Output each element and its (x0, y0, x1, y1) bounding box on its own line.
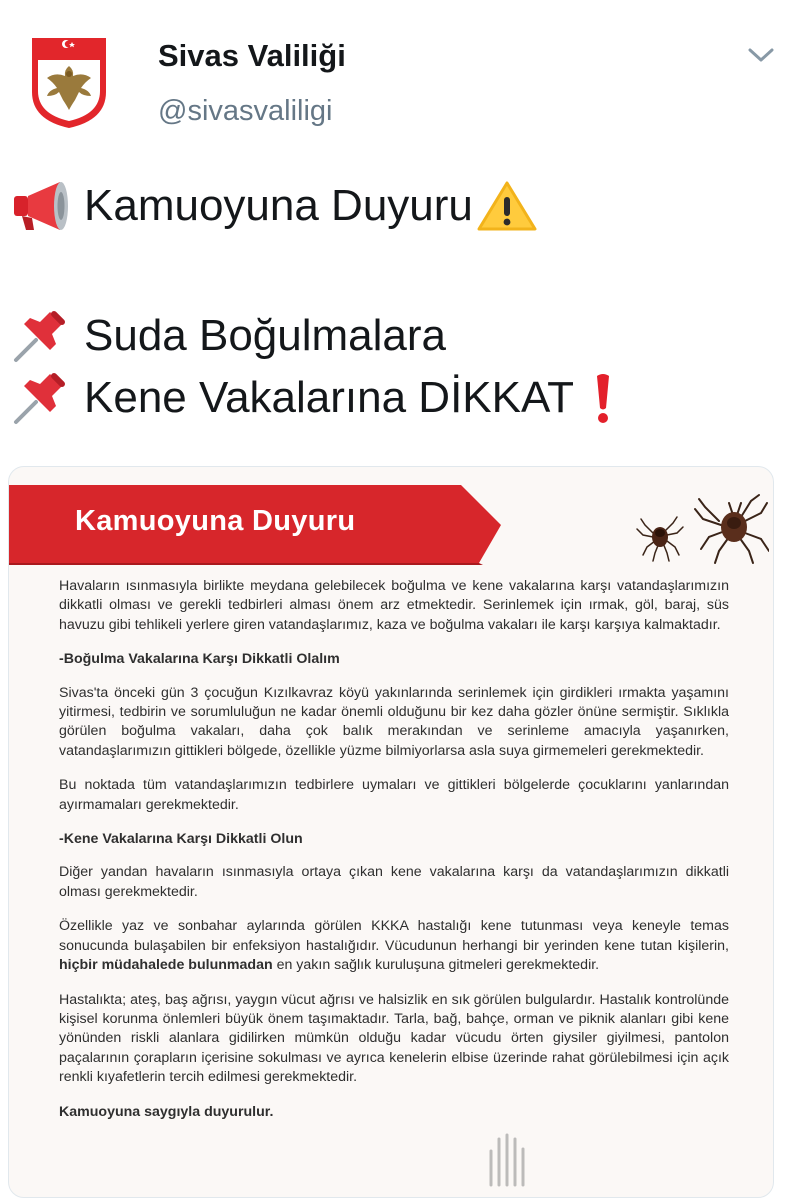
megaphone-icon (10, 178, 74, 234)
sivas-governorship-crest-icon (28, 34, 110, 130)
tweet-line-1-text: Kamuoyuna Duyuru (84, 181, 473, 230)
tick-insect-icon (629, 481, 769, 571)
closing-line: Kamuoyuna saygıyla duyurulur. (59, 1103, 274, 1120)
announcement-body (59, 577, 729, 1137)
tick-paragraph-2-start: Özellikle yaz ve sonbahar aylarında görülen KKKA hastalığı kene tutunması veya keneyle temas sonucunda bulaşabilen bir enfeksiyon hastalığıdır. Vücudunun herhangi bir yerinden kene tutan kişilerin, (59, 918, 729, 954)
tick-paragraph-2 (59, 917, 729, 975)
hand-icon (479, 1127, 533, 1187)
chevron-down-icon[interactable] (746, 44, 776, 66)
drowning-paragraph-1: Sivas'ta önceki gün 3 çocuğun Kızılkavraz köyü yakınlarında serinlemek için girdikleri ırmakta yaşamını yitirmesi, tedbirin ve sorumluluğun ne kadar önemli olduğunu bir kez daha gözler önüne sermiştir. Sıklıkla görülen boğulma vakaları, daha çok balık merakından ve serinleme amacıyla yaşanırken, vatandaşlarımızın gittikleri bölgede, özellikle yüzme bilmiyorlarsa asla suya girmemeleri gerekmektedir. (59, 684, 729, 759)
author-handle[interactable]: @sivasvaliligi (158, 95, 333, 127)
drowning-heading: -Boğulma Vakalarına Karşı Dikkatli Olalım (59, 651, 340, 668)
tick-paragraph-2-bold: hiçbir müdahalede bulunmadan (59, 957, 273, 974)
tick-paragraph-1: Diğer yandan havaların ısınmasıyla ortaya çıkan kene vakalarına karşı da vatandaşlarımızın dikkatli olması gerekmektedir. (59, 864, 729, 900)
tick-paragraph-3: Hastalıkta; ateş, baş ağrısı, yaygın vücut ağrısı ve halsizlik en sık görülen bulgulardır. Hastalık kontrolünde kişisel korunma önlemleri büyük önem taşımaktadır. Tarla, bağ, bahçe, orman ve piknik alanları gibi kene yönünden riskli alanlara gidilirken mümkün olduğu kadar vücudu örten giysiler giyilmesi, pantolon paçalarının çorapların içerisine sokulması ve ayrıca kenelerin elbise üzerinde rahat görülebilmesi için açık renkli kıyafetlerin tercih edilmesi gerekmektedir. (59, 991, 729, 1086)
tweet-line-1 (10, 178, 537, 234)
pushpin-icon (10, 308, 74, 364)
pushpin-icon (10, 370, 74, 426)
drowning-paragraph-2: Bu noktada tüm vatandaşlarımızın tedbirlere uymaları ve gittikleri bölgelerde çocuklarını yanlarından ayırmamaları gerekmektedir. (59, 777, 729, 813)
avatar[interactable] (28, 34, 110, 130)
tick-paragraph-2-end: en yakın sağlık kuruluşuna gitmeleri gerekmektedir. (272, 957, 600, 974)
tick-heading: -Kene Vakalarına Karşı Dikkatli Olun (59, 831, 303, 848)
intro-paragraph: Havaların ısınmasıyla birlikte meydana gelebilecek boğulma ve kene vakalarına karşı vatandaşlarımızın dikkatli olması ve gerekli tedbirleri alması önem arz etmektedir. Serinlemek için ırmak, göl, baraj, süs havuzu gibi tehlikeli yerlere giren vatandaşlarımız, kaza ve boğulma vakaları ile karşı karşıya kalmaktadır. (59, 578, 729, 633)
announcement-title: Kamuoyuna Duyuru (75, 505, 356, 537)
tweet-line-3 (10, 370, 618, 426)
warning-icon (477, 180, 537, 232)
tweet-line-2-text: Suda Boğulmalara (84, 311, 447, 360)
tweet-line-3-text: Kene Vakalarına DİKKAT (84, 373, 574, 422)
tweet-media-image[interactable] (8, 466, 774, 1198)
tweet-line-2 (10, 308, 446, 364)
exclamation-icon (588, 370, 618, 426)
author-name[interactable]: Sivas Valiliği (158, 38, 346, 73)
